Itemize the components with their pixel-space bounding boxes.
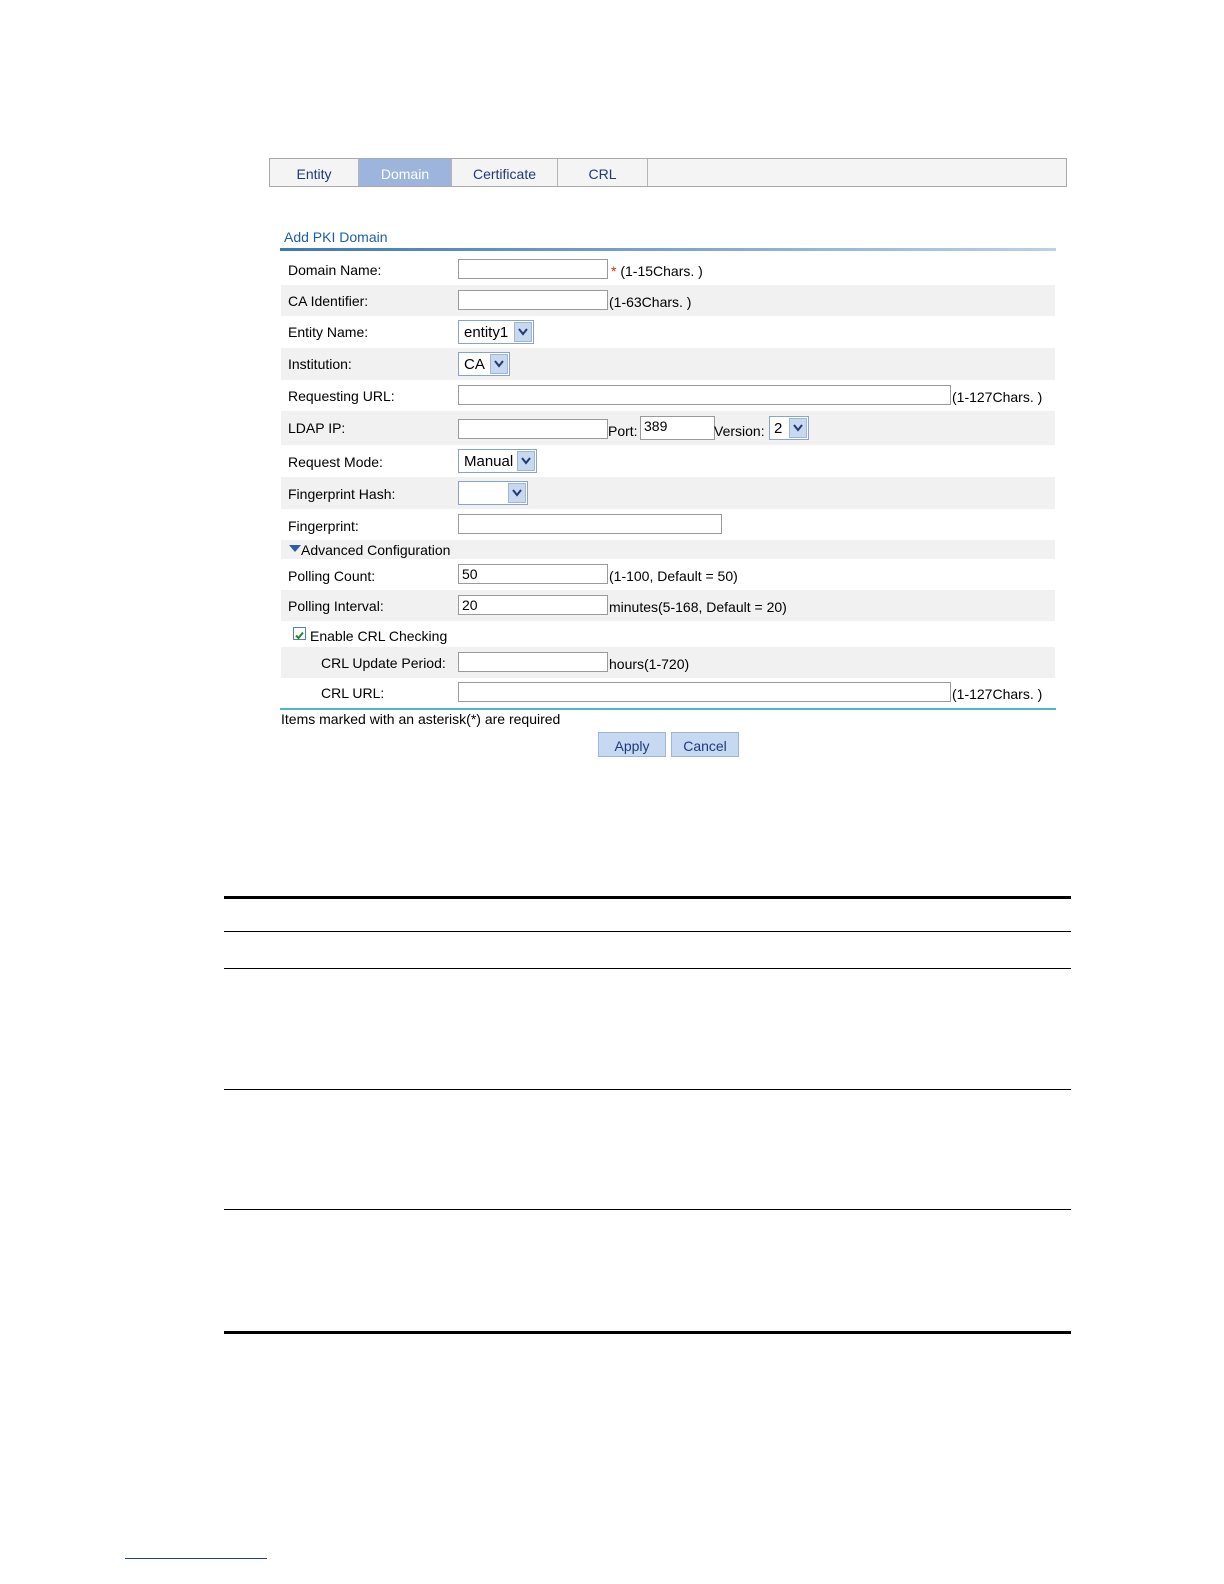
entity-name-selected: entity1 — [464, 324, 509, 341]
table-header-rule — [224, 931, 1071, 932]
chevron-down-icon[interactable] — [789, 418, 807, 438]
row-polling-count — [281, 559, 1055, 590]
ca-identifier-hint: (1-63Chars. ) — [609, 294, 692, 310]
chevron-down-icon[interactable] — [514, 322, 532, 342]
row-crl-url — [281, 678, 1055, 708]
request-mode-label: Request Mode: — [288, 454, 383, 470]
checkmark-icon — [294, 630, 305, 641]
tab-domain[interactable]: Domain — [359, 159, 452, 186]
table-row-rule — [224, 968, 1071, 969]
version-select[interactable] — [769, 416, 809, 440]
ldap-ip-label: LDAP IP: — [288, 420, 346, 436]
form-bottom-divider — [280, 708, 1056, 710]
row-ca-identifier — [281, 285, 1055, 316]
request-mode-select[interactable] — [458, 449, 537, 473]
requesting-url-label: Requesting URL: — [288, 388, 395, 404]
domain-name-label: Domain Name: — [288, 262, 382, 278]
row-institution — [281, 348, 1055, 380]
section-title: Add PKI Domain — [284, 229, 388, 245]
tab-crl[interactable]: CRL — [558, 159, 648, 186]
row-crl-update-period — [281, 647, 1055, 678]
fingerprint-label: Fingerprint: — [288, 518, 359, 534]
entity-name-label: Entity Name: — [288, 324, 369, 340]
polling-count-hint: (1-100, Default = 50) — [609, 568, 738, 584]
advanced-configuration-toggle[interactable] — [281, 540, 1055, 559]
row-requesting-url — [281, 380, 1055, 411]
polling-count-input[interactable]: 50 — [458, 564, 608, 584]
crl-update-period-input[interactable] — [458, 652, 608, 672]
request-mode-selected: Manual — [464, 453, 514, 470]
fingerprint-input[interactable] — [458, 514, 722, 534]
version-label: Version: — [714, 423, 765, 439]
required-note: Items marked with an asterisk(*) are required — [281, 711, 561, 727]
entity-name-select[interactable] — [458, 320, 534, 344]
crl-url-hint: (1-127Chars. ) — [952, 686, 1043, 702]
polling-interval-hint: minutes(5-168, Default = 20) — [609, 599, 787, 615]
domain-name-hint-text: (1-15Chars. ) — [620, 263, 703, 279]
crl-url-input[interactable] — [458, 682, 951, 702]
requesting-url-input[interactable] — [458, 385, 951, 405]
tab-bar — [269, 158, 1067, 187]
row-fingerprint-hash — [281, 477, 1055, 509]
institution-selected: CA — [464, 356, 485, 373]
row-ldap-ip — [281, 411, 1055, 445]
polling-interval-input[interactable]: 20 — [458, 595, 608, 615]
triangle-down-icon — [289, 545, 301, 552]
chevron-down-icon[interactable] — [517, 451, 535, 471]
cancel-button[interactable]: Cancel — [671, 732, 739, 757]
port-label: Port: — [608, 423, 638, 439]
row-enable-crl-checking — [281, 621, 1055, 647]
ldap-ip-input[interactable] — [458, 419, 608, 439]
tab-certificate[interactable]: Certificate — [452, 159, 558, 186]
requesting-url-hint: (1-127Chars. ) — [952, 389, 1043, 405]
crl-update-period-hint: hours(1-720) — [609, 656, 690, 672]
advanced-configuration-label: Advanced Configuration — [301, 542, 451, 558]
footnote-separator — [125, 1558, 267, 1559]
table-top-rule — [224, 896, 1071, 899]
institution-select[interactable] — [458, 352, 510, 376]
domain-name-hint — [611, 263, 703, 279]
fingerprint-hash-select[interactable] — [458, 481, 528, 505]
section-divider — [280, 248, 1056, 251]
ca-identifier-input[interactable] — [458, 290, 608, 310]
institution-label: Institution: — [288, 356, 352, 372]
chevron-down-icon[interactable] — [490, 354, 508, 374]
polling-count-label: Polling Count: — [288, 568, 376, 584]
row-request-mode — [281, 445, 1055, 477]
table-row-rule — [224, 1209, 1071, 1210]
row-fingerprint — [281, 509, 1055, 540]
version-selected: 2 — [774, 420, 783, 437]
chevron-down-icon[interactable] — [508, 483, 526, 503]
row-polling-interval — [281, 590, 1055, 621]
domain-name-input[interactable] — [458, 259, 608, 279]
required-asterisk: * — [611, 263, 617, 279]
crl-update-period-label: CRL Update Period: — [321, 655, 446, 671]
enable-crl-label: Enable CRL Checking — [310, 628, 448, 644]
apply-button[interactable]: Apply — [598, 732, 666, 757]
row-entity-name — [281, 316, 1055, 348]
ca-identifier-label: CA Identifier: — [288, 293, 369, 309]
fingerprint-hash-label: Fingerprint Hash: — [288, 486, 396, 502]
tab-entity[interactable]: Entity — [270, 159, 359, 186]
polling-interval-label: Polling Interval: — [288, 598, 384, 614]
table-bottom-rule — [224, 1331, 1071, 1334]
row-domain-name — [281, 255, 1055, 285]
enable-crl-checkbox[interactable] — [293, 627, 306, 640]
crl-url-label: CRL URL: — [321, 685, 385, 701]
port-input[interactable]: 389 — [640, 416, 715, 440]
table-row-rule — [224, 1089, 1071, 1090]
